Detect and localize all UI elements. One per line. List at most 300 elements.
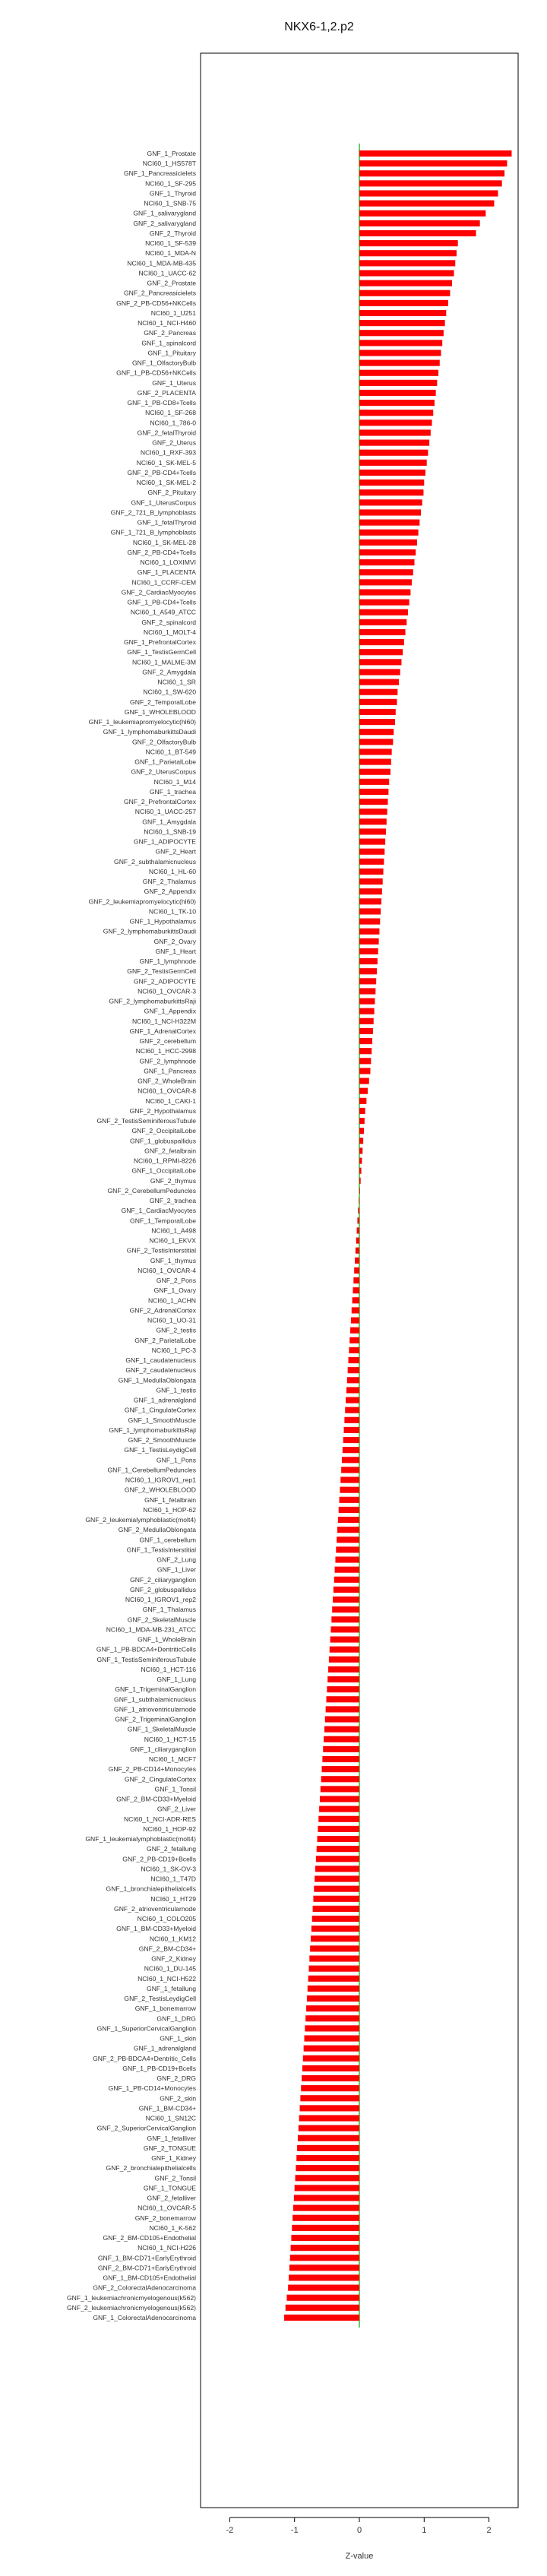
bar [324, 1736, 359, 1742]
bar [359, 579, 412, 585]
category-label: GNF_1_Thalamus [142, 1606, 196, 1614]
bar [344, 1417, 359, 1423]
category-label: GNF_1_Uterus [152, 378, 196, 387]
bar [300, 2095, 359, 2101]
category-label: GNF_2_Thalamus [142, 878, 196, 886]
bar [359, 410, 433, 416]
category-label: GNF_2_WholeBrain [138, 1077, 196, 1085]
bar [356, 1237, 359, 1243]
bar [302, 2065, 359, 2071]
category-label: GNF_1_TestisSeminiferousTubule [96, 1655, 196, 1663]
bar [351, 1317, 359, 1323]
bar [359, 888, 382, 894]
bar [353, 1277, 359, 1283]
bar [308, 1966, 359, 1972]
category-label: GNF_1_TrigeminalGanglion [115, 1685, 196, 1694]
bar [359, 569, 413, 575]
bar [321, 1776, 359, 1782]
category-label: GNF_1_TemporalLobe [130, 1217, 196, 1225]
bar [359, 679, 399, 685]
category-label: GNF_2_Thyroid [149, 229, 196, 237]
bar [359, 220, 480, 226]
bar [314, 1886, 359, 1892]
bar [359, 968, 377, 974]
bar [359, 849, 384, 855]
bar [359, 1068, 371, 1074]
bar [317, 1846, 359, 1852]
bar [345, 1407, 359, 1413]
bar [318, 1826, 359, 1832]
category-label: GNF_2_Pancreas [144, 329, 196, 337]
category-label: GNF_1_Prostate [147, 150, 196, 157]
bar [359, 1128, 364, 1134]
category-label: GNF_1_Kidney [151, 2154, 196, 2163]
category-label: GNF_2_CingulateCortex [124, 1775, 196, 1783]
bar [318, 1836, 359, 1842]
bar [359, 210, 485, 217]
bar [315, 1866, 359, 1872]
bar [359, 1138, 363, 1144]
category-label: GNF_1_Heart [155, 947, 196, 955]
bar [359, 370, 438, 376]
category-label: GNF_2_testis [156, 1326, 196, 1334]
category-label: GNF_1_leukemiapromyelocytic(hl60) [88, 718, 196, 726]
bar [301, 2085, 359, 2091]
category-label: NCI60_1_MDA-MB-435 [127, 259, 196, 267]
bar [359, 639, 404, 645]
bar [359, 1118, 365, 1124]
bar [329, 1657, 359, 1663]
bar [330, 1647, 359, 1653]
category-label: GNF_1_CingulateCortex [124, 1406, 196, 1414]
bar [359, 450, 428, 456]
category-label: GNF_2_fetallung [147, 1845, 196, 1853]
bar [343, 1437, 359, 1443]
category-label: NCI60_1_A498 [151, 1226, 196, 1235]
category-label: GNF_1_ColorectalAdenocarcinoma [93, 2314, 196, 2321]
bar [339, 1507, 359, 1513]
category-label: NCI60_1_NCI-H460 [138, 319, 196, 328]
bar [359, 699, 397, 705]
bar [321, 1786, 359, 1792]
bar [359, 589, 410, 595]
category-label: NCI60_1_OVCAR-8 [138, 1087, 196, 1095]
category-label: GNF_1_trachea [149, 787, 196, 796]
bar [359, 499, 422, 505]
category-label: GNF_1_AdrenalCortex [129, 1027, 196, 1035]
bar [359, 1147, 362, 1154]
bar [359, 419, 432, 426]
bar [359, 878, 383, 885]
category-label: GNF_2_TrigeminalGanglion [115, 1715, 196, 1723]
bar [341, 1467, 359, 1473]
category-label: GNF_1_Amygdala [142, 818, 196, 826]
bar [286, 2295, 359, 2301]
bar [353, 1287, 359, 1293]
category-label: NCI60_1_SK-MEL-2 [136, 479, 196, 487]
bar [359, 769, 390, 775]
bar [359, 1168, 362, 1174]
bar [359, 1008, 375, 1014]
bar [359, 180, 502, 186]
bar [299, 2125, 359, 2131]
category-label: GNF_1_BM-CD71+EarlyErythroid [97, 2254, 196, 2262]
category-label: GNF_2_skin [160, 2094, 196, 2103]
bar [304, 2046, 359, 2052]
category-label: GNF_2_DRG [157, 2074, 196, 2083]
category-label: GNF_1_TONGUE [143, 2184, 196, 2192]
bar [352, 1307, 359, 1313]
bar [348, 1367, 359, 1373]
category-label: NCI60_1_786-0 [150, 419, 196, 427]
bar [319, 1806, 359, 1812]
bar [358, 1207, 359, 1214]
bar [334, 1577, 359, 1583]
x-tick-label: -1 [290, 2526, 299, 2535]
bar [296, 2155, 359, 2161]
bar [304, 2035, 359, 2041]
bar [359, 1088, 368, 1094]
bar [359, 779, 389, 785]
bar [359, 460, 427, 466]
bar [340, 1487, 359, 1493]
bar [359, 689, 397, 695]
category-label: NCI60_1_T47D [150, 1875, 196, 1883]
category-label: NCI60_1_UO-31 [147, 1316, 196, 1324]
category-label: GNF_1_Liver [157, 1565, 196, 1574]
category-label: GNF_1_globuspallidus [130, 1137, 196, 1145]
category-label: GNF_2_TONGUE [143, 2144, 196, 2152]
category-label: GNF_1_TestisInterstitial [126, 1546, 196, 1554]
category-label: GNF_1_thymus [150, 1256, 196, 1264]
bar [359, 250, 457, 256]
bar [320, 1796, 359, 1802]
category-label: NCI60_1_CCRF-CEM [131, 578, 196, 587]
category-label: GNF_1_SkeletalMuscle [127, 1725, 196, 1733]
bar [359, 240, 458, 246]
category-label: GNF_1_WHOLEBLOOD [124, 707, 196, 716]
category-label: GNF_2_TestisLeydigCell [124, 1995, 196, 2003]
bar [359, 1188, 360, 1194]
category-label: NCI60_1_NCI-ADR-RES [123, 1815, 196, 1823]
bar [330, 1636, 359, 1642]
category-label: GNF_2_ADIPOCYTE [133, 977, 196, 986]
bar [325, 1716, 359, 1722]
category-label: GNF_2_PLACENTA [137, 388, 196, 397]
bar [327, 1686, 359, 1692]
category-label: GNF_2_OccipitalLobe [131, 1127, 196, 1135]
category-label: NCI60_1_SR [157, 678, 196, 686]
category-label: GNF_1_BM-CD105+Endothelial [103, 2274, 196, 2282]
bar [305, 2015, 359, 2021]
category-label: GNF_1_lymphnode [139, 957, 196, 966]
bar [349, 1337, 359, 1343]
bar [359, 748, 392, 755]
bar [308, 1976, 359, 1982]
bar [359, 1108, 365, 1114]
bar [359, 1028, 373, 1034]
category-label: GNF_1_bonemarrow [134, 2005, 196, 2013]
category-label: GNF_1_bronchialepithelialcells [106, 1885, 196, 1893]
category-label: GNF_2_PB-CD14+Monocytes [108, 1765, 196, 1774]
bar [359, 938, 379, 945]
bar [359, 998, 375, 1005]
category-label: NCI60_1_HOP-62 [143, 1505, 196, 1514]
bar [289, 2264, 359, 2271]
bar [327, 1676, 359, 1682]
bar [324, 1726, 359, 1733]
bar [322, 1766, 359, 1772]
category-label: GNF_1_testis [156, 1386, 196, 1394]
bar [340, 1497, 359, 1503]
category-label: GNF_1_caudatenucleus [125, 1356, 196, 1365]
category-label: GNF_2_SmoothMuscle [128, 1436, 196, 1445]
bar [316, 1856, 359, 1862]
category-label: NCI60_1_HCT-15 [144, 1735, 196, 1743]
category-label: GNF_1_atrioventricularnode [114, 1705, 196, 1714]
category-label: NCI60_1_MCF7 [148, 1755, 196, 1764]
category-label: GNF_2_TestisInterstitial [126, 1246, 196, 1255]
category-label: GNF_2_Pituitary [147, 489, 196, 497]
category-label: GNF_2_ParietalLobe [134, 1336, 196, 1344]
bar [359, 270, 454, 276]
category-label: GNF_2_BM-CD71+EarlyErythroid [97, 2264, 196, 2272]
bar [359, 1048, 372, 1054]
bar [292, 2225, 359, 2231]
category-label: GNF_1_fetalliver [147, 2134, 196, 2142]
bar [359, 150, 511, 157]
bar [326, 1696, 359, 1702]
bar [356, 1248, 359, 1254]
bar [284, 2315, 359, 2321]
x-tick-label: -2 [226, 2526, 234, 2535]
category-label: NCI60_1_NCI-H522 [138, 1974, 196, 1983]
bar [291, 2245, 359, 2251]
bar [355, 1258, 359, 1264]
bar [349, 1347, 359, 1353]
category-label: GNF_1_OccipitalLobe [131, 1166, 196, 1175]
bar [359, 1157, 362, 1163]
bar [343, 1447, 359, 1453]
category-label: GNF_1_adrenalgland [133, 1396, 196, 1404]
category-label: NCI60_1_M14 [153, 777, 196, 786]
bar [350, 1328, 359, 1334]
bar [359, 908, 381, 914]
bar [359, 520, 419, 526]
category-label: GNF_2_Ovary [153, 937, 196, 945]
category-label: GNF_2_TemporalLobe [130, 698, 196, 706]
bar [298, 2135, 359, 2141]
category-label: GNF_2_PB-CD56+NKCells [116, 299, 196, 307]
category-label: GNF_2_thymus [150, 1176, 196, 1185]
category-label: GNF_2_BM-CD33+Myeloid [116, 1795, 196, 1803]
category-label: NCI60_1_IGROV1_rep2 [125, 1596, 196, 1604]
category-label: NCI60_1_TK-10 [148, 907, 196, 916]
category-label: NCI60_1_MDA-MB-231_ATCC [106, 1625, 196, 1634]
bar [334, 1587, 359, 1593]
bar [359, 988, 375, 994]
category-label: NCI60_1_SK-MEL-5 [136, 458, 196, 467]
category-label: GNF_1_PB-BDCA4+DentriticCells [96, 1645, 196, 1654]
bar [359, 978, 376, 984]
category-label: GNF_1_Lung [157, 1676, 196, 1684]
category-label: GNF_1_ciliaryganglion [130, 1745, 196, 1753]
category-label: GNF_1_PB-CD14+Monocytes [108, 2084, 196, 2093]
bar [359, 629, 406, 635]
category-label: GNF_1_Hypothalamus [129, 917, 196, 926]
category-label: GNF_2_SkeletalMuscle [127, 1616, 196, 1624]
bar [313, 1896, 359, 1902]
category-label: NCI60_1_UACC-257 [134, 808, 196, 816]
bar [313, 1906, 359, 1912]
bar [359, 1058, 371, 1064]
bar [293, 2205, 359, 2211]
bar [359, 470, 425, 476]
bar [292, 2215, 359, 2221]
category-label: NCI60_1_A549_ATCC [130, 608, 196, 616]
category-label: GNF_1_SuperiorCervicalGanglion [96, 2024, 196, 2033]
bar [359, 330, 444, 336]
category-label: GNF_2_MedullaOblongata [118, 1526, 196, 1534]
category-label: GNF_1_PLACENTA [137, 568, 196, 577]
bar [359, 310, 446, 316]
category-label: NCI60_1_CAKI-1 [145, 1097, 196, 1105]
bar [338, 1517, 359, 1523]
category-label: GNF_2_bonemarrow [134, 2214, 196, 2222]
bar [359, 429, 431, 435]
bar [359, 290, 450, 296]
bar [311, 1935, 359, 1941]
category-label: NCI60_1_MDA-N [145, 249, 196, 258]
bar [291, 2235, 359, 2241]
bar [359, 170, 504, 176]
bar [344, 1427, 359, 1433]
category-label: GNF_2_TestisSeminiferousTubule [96, 1117, 196, 1125]
chart-title: NKX6-1,2.p2 [284, 21, 354, 33]
category-label: GNF_1_skin [160, 2034, 196, 2043]
bar [331, 1616, 359, 1622]
category-label: GNF_2_fetalliver [147, 2194, 196, 2202]
category-label: GNF_2_BM-CD105+Endothelial [103, 2234, 196, 2242]
category-label: GNF_1_DRG [157, 2014, 196, 2023]
bar [336, 1546, 359, 1552]
category-label: GNF_1_spinalcord [141, 339, 196, 347]
category-label: NCI60_1_EKVX [149, 1236, 196, 1245]
category-label: NCI60_1_MALME-3M [131, 658, 196, 666]
category-label: GNF_2_PB-CD4+Tcells [127, 548, 196, 556]
category-label: NCI60_1_DU-145 [144, 1964, 196, 1973]
bar [359, 530, 419, 536]
category-label: GNF_2_721_B_lymphoblasts [110, 508, 196, 517]
bar [359, 600, 409, 606]
category-label: NCI60_1_MOLT-4 [143, 628, 196, 636]
category-label: GNF_1_lymphomaburkittsDaudi [103, 728, 196, 736]
category-label: GNF_1_Ovary [153, 1286, 196, 1295]
category-label: GNF_1_leukemialymphoblastic(molt4) [85, 1835, 196, 1843]
category-label: NCI60_1_SW-620 [143, 688, 196, 696]
bar [296, 2175, 359, 2181]
category-label: NCI60_1_KM12 [149, 1935, 196, 1943]
category-label: GNF_1_subthalamicnucleus [114, 1695, 196, 1704]
category-label: NCI60_1_RPMI-8226 [133, 1157, 196, 1165]
category-label: GNF_1_PB-CD19+Bcells [122, 2064, 196, 2072]
bar [300, 2105, 359, 2111]
bar [359, 320, 445, 326]
bar [302, 2075, 359, 2081]
bar [359, 619, 406, 625]
category-label: GNF_1_SmoothMuscle [128, 1416, 196, 1424]
bar [335, 1567, 359, 1573]
category-label: NCI60_1_NCI-H322M [131, 1017, 196, 1025]
bar [359, 789, 388, 795]
category-label: NCI60_1_HS578T [142, 160, 196, 168]
bar [359, 948, 378, 954]
bar [289, 2274, 359, 2280]
bar [359, 919, 380, 925]
category-label: NCI60_1_PC-3 [151, 1346, 196, 1354]
category-label: GNF_2_fetalThyroid [137, 429, 196, 437]
category-label: GNF_2_Hypothalamus [129, 1106, 196, 1115]
bar [359, 929, 379, 935]
category-label: GNF_2_lymphomaburkittsRaji [109, 997, 196, 1005]
category-label: GNF_1_Tonsil [154, 1785, 196, 1793]
category-label: GNF_2_globuspallidus [130, 1585, 196, 1593]
x-tick-label: 0 [356, 2526, 362, 2535]
category-label: NCI60_1_HOP-92 [143, 1824, 196, 1833]
category-label: GNF_2_ciliaryganglion [130, 1575, 196, 1584]
category-label: GNF_1_cerebellum [139, 1536, 196, 1544]
bar [296, 2165, 359, 2171]
category-label: GNF_2_lymphomaburkittsDaudi [103, 927, 196, 935]
category-label: GNF_2_ColorectalAdenocarcinoma [93, 2283, 196, 2292]
bar [359, 549, 416, 555]
category-label: GNF_1_BM-CD34+ [138, 2104, 196, 2112]
bar [359, 340, 442, 346]
bar [294, 2195, 359, 2201]
category-label: GNF_1_adrenalgland [133, 2044, 196, 2052]
category-label: GNF_1_salivarygland [133, 209, 196, 217]
bar [346, 1397, 359, 1403]
bar [357, 1227, 359, 1233]
category-label: GNF_1_PB-CD4+Tcells [127, 598, 196, 606]
bar [297, 2145, 359, 2151]
category-label: NCI60_1_HL-60 [148, 867, 196, 875]
category-label: NCI60_1_OVCAR-5 [138, 2204, 196, 2212]
category-label: NCI60_1_K-562 [149, 2223, 196, 2232]
category-label: GNF_2_CerebellumPeduncles [107, 1186, 196, 1195]
category-label: GNF_1_PB-CD56+NKCells [116, 369, 196, 377]
bar [359, 350, 441, 356]
category-label: NCI60_1_LOXIMVI [140, 559, 196, 567]
category-label: GNF_1_ParietalLobe [134, 758, 196, 766]
category-label: NCI60_1_COLO205 [137, 1915, 196, 1923]
bar [359, 190, 498, 196]
category-label: GNF_2_Pancreasicielets [123, 289, 196, 297]
bar [359, 809, 387, 815]
bar [359, 1098, 366, 1104]
category-label: GNF_1_TestisGermCell [127, 648, 196, 657]
bar [359, 360, 440, 366]
category-label: GNF_2_Appendix [144, 888, 196, 896]
bar [359, 739, 393, 745]
bar [311, 1926, 359, 1932]
bar [359, 839, 385, 845]
bar [359, 859, 384, 865]
bar [359, 400, 435, 406]
bar [303, 2055, 359, 2062]
bar [359, 659, 401, 665]
bar [340, 1476, 359, 1483]
